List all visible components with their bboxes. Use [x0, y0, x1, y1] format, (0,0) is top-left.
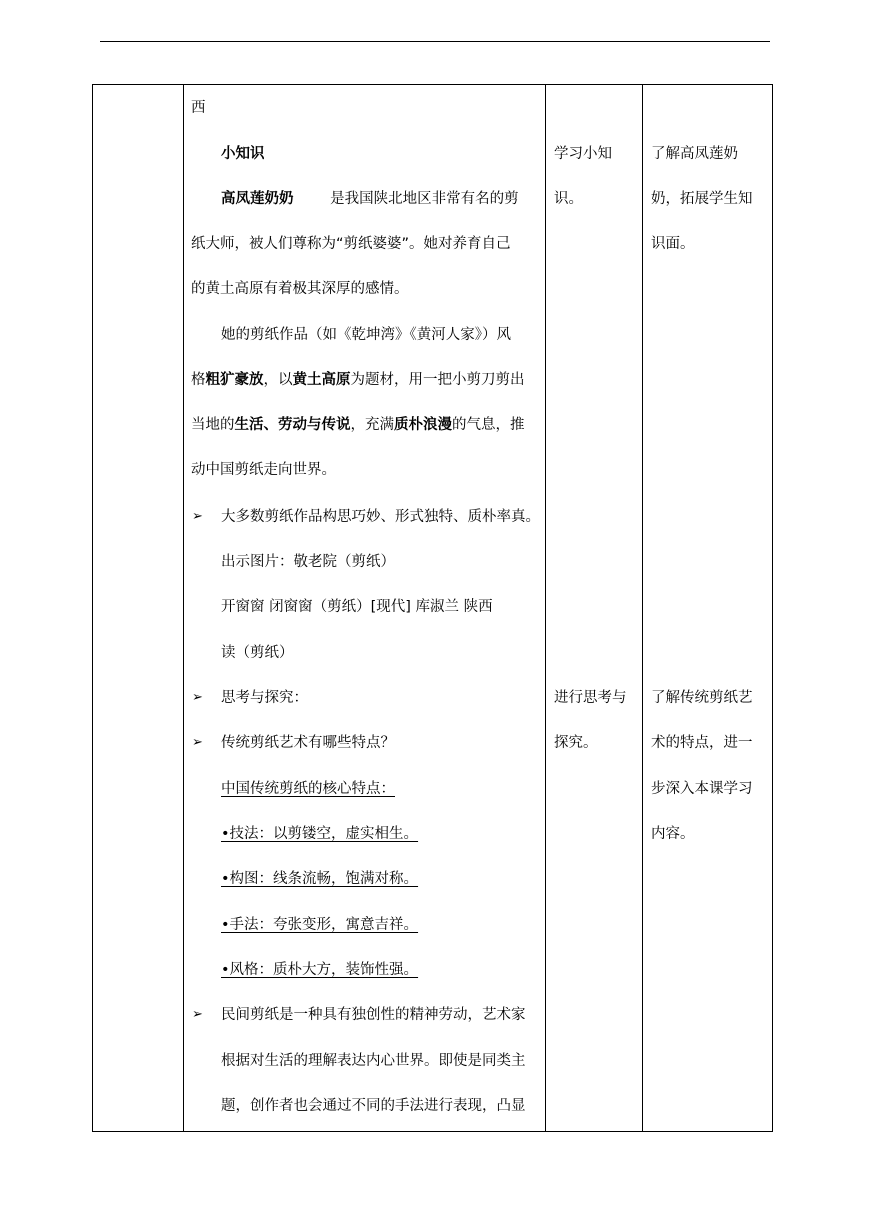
lesson-table — [92, 84, 773, 1132]
text-line: 纸大师，被人们尊称为“剪纸婆婆”。她对养育自己 — [191, 236, 511, 252]
text-line: 奶，拓展学生知 — [651, 191, 753, 207]
arrow-bullet-icon: ➢ — [192, 735, 203, 750]
feature-item: •构图：线条流畅，饱满对称。 — [221, 871, 419, 887]
text-line: 进行思考与 — [554, 690, 627, 706]
feature-item: •风格：质朴大方，装饰性强。 — [221, 962, 419, 978]
text-line: 她的剪纸作品（如《乾坤湾》《黄河人家》）风 — [221, 327, 511, 343]
teaching-content-cell — [184, 85, 546, 1131]
text-line: 传统剪纸艺术有哪些特点？ — [221, 735, 395, 751]
text-line: 开窗窗 闭窗窗（剪纸）[现代] 库淑兰 陕西 — [221, 599, 493, 615]
bold-name: 高凤莲奶奶 — [221, 191, 294, 207]
text-span: 是我国陕北地区非常有名的剪 — [330, 191, 519, 207]
text-line: 题，创作者也会通过不同的手法进行表现，凸显 — [221, 1098, 526, 1114]
underlined-heading: 中国传统剪纸的核心特点： — [221, 781, 395, 797]
design-intent-cell — [643, 85, 773, 1131]
text-line: 了解高凤莲奶 — [651, 146, 738, 162]
text-line: 思考与探究： — [221, 690, 308, 706]
text-line: 术的特点，进一 — [651, 735, 753, 751]
text-span: 格 — [191, 372, 206, 388]
bold-span: 生活、劳动与传说 — [234, 417, 351, 433]
bold-span: 质朴浪漫 — [394, 417, 452, 433]
header-rule — [100, 41, 770, 42]
text-line: 步深入本课学习 — [651, 781, 753, 797]
text-span: 当地的 — [191, 417, 235, 433]
arrow-bullet-icon: ➢ — [192, 690, 203, 705]
text-line: 读（剪纸） — [221, 645, 294, 661]
text-line: 动中国剪纸走向世界。 — [191, 462, 336, 478]
text-line: 了解传统剪纸艺 — [651, 690, 753, 706]
text-line: 大多数剪纸作品构思巧妙、形式独特、质朴率真。 — [221, 509, 540, 525]
student-activity-cell — [546, 85, 643, 1131]
arrow-bullet-icon: ➢ — [192, 1007, 203, 1022]
bold-span: 黄土高原 — [292, 372, 351, 388]
text-line: 学习小知 — [554, 146, 612, 162]
text-line: 识面。 — [651, 236, 695, 252]
text-line — [191, 370, 525, 390]
text-line: 识。 — [554, 191, 583, 207]
text-span: ，充满 — [350, 417, 394, 433]
feature-item: •技法：以剪镂空，虚实相生。 — [221, 826, 419, 842]
text-line: 出示图片：敬老院（剪纸） — [221, 554, 395, 570]
text-line — [191, 415, 525, 435]
text-line: 内容。 — [651, 826, 695, 842]
bold-span: 粗犷豪放 — [205, 372, 264, 388]
text-span: ，以 — [263, 372, 293, 388]
section-heading: 小知识 — [221, 146, 265, 162]
text-line: 民间剪纸是一种具有独创性的精神劳动，艺术家 — [221, 1007, 526, 1023]
text-line — [221, 189, 519, 209]
text-span: 的气息，推 — [452, 417, 525, 433]
arrow-bullet-icon: ➢ — [192, 509, 203, 524]
feature-item: •手法：夸张变形，寓意吉祥。 — [221, 917, 419, 933]
text-line: 的黄土高原有着极其深厚的感情。 — [191, 281, 409, 297]
text-span: 为题材，用一把小剪刀剪出 — [350, 372, 525, 388]
text-line: 探究。 — [554, 735, 598, 751]
text-line: 根据对生活的理解表达内心世界。即使是同类主 — [221, 1053, 526, 1069]
text-line: 西 — [191, 100, 206, 116]
